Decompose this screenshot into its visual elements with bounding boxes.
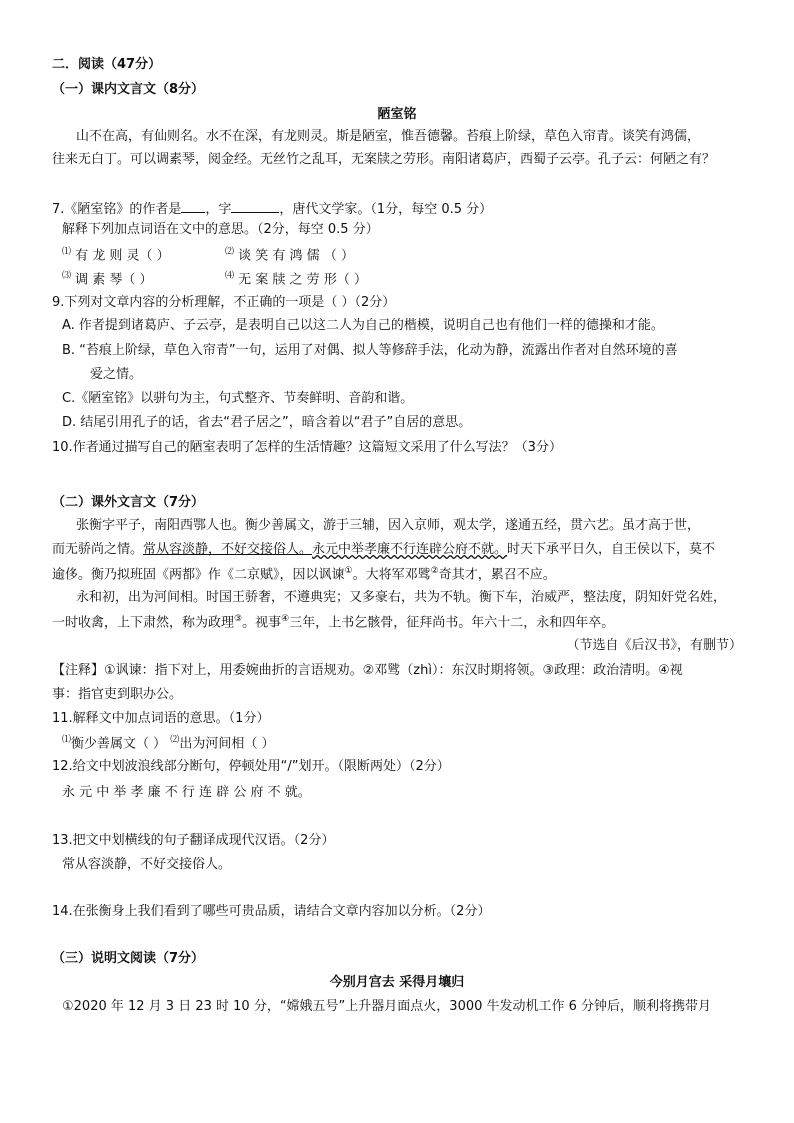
question-10: 10.作者通过描写自己的陋室表明了怎样的生活情趣？这篇短文采用了什么写法？（3分） [52, 440, 562, 455]
passage-line-5: 一时收禽，上下肃然，称为政理③。视事④三年，上书乞骸骨，征拜尚书。年六十二，永和四年卒。 [52, 614, 615, 631]
underlined-sentence: 常从容淡静，不好交接俗人。 [143, 542, 313, 557]
q13-sentence: 常从容淡静，不好交接俗人。 [62, 857, 232, 872]
question-9-stem: 9.下列对文章内容的分析理解，不正确的一项是（ ）（2分） [52, 295, 396, 310]
part1-heading: （一）课内文言文（8分） [52, 82, 205, 97]
article-title: 今别月宫去 采得月壤归 [329, 975, 465, 990]
question-8-stem: 解释下列加点词语在文中的意思。（2分，每空 0.5 分） [62, 222, 379, 237]
q9-option-b: B. “苔痕上阶绿，草色入帘青”一句，运用了对偶、拟人等修辞手法，化动为静，流露出作者对自然环境的喜 [62, 343, 678, 358]
passage-line-2: 而无骄尚之情。常从容淡静，不好交接俗人。永元中举孝廉不行连辟公府不就。时天下承平日久，自王侯以下，莫不 [52, 542, 716, 557]
q8-item-2: ⑵ 谈 笑 有 鸿 儒 （ ） [225, 247, 354, 264]
q8-item-3: ⑶ 调 素 琴（ ） [62, 271, 153, 288]
question-13-stem: 13.把文中划横线的句子翻译成现代汉语。（2分） [52, 833, 335, 848]
q12-sentence: 永 元 中 举 孝 廉 不 行 连 辟 公 府 不 就。 [62, 785, 311, 800]
section-heading: 二．阅读（47分） [52, 57, 162, 72]
notes-line-1: 【注释】①讽谏：指下对上，用委婉曲折的言语规劝。②邓骘（zhì）：东汉时期将领。③政理：政治清明。④视 [52, 663, 683, 678]
question-14: 14.在张衡身上我们看到了哪些可贵品质，请结合文章内容加以分析。（2分） [52, 904, 491, 919]
article-line-1: ①2020 年 12 月 3 日 23 时 10 分，“嫦娥五号”上升器月面点火，3000 牛发动机工作 6 分钟后，顺利将携带月 [62, 999, 712, 1014]
part2-heading: （二）课外文言文（7分） [52, 495, 205, 510]
q9-option-c: C.《陋室铭》以骈句为主，句式整齐、节奏鲜明、音韵和谐。 [62, 391, 414, 406]
question-11-stem: 11.解释文中加点词语的意思。（1分） [52, 711, 270, 726]
passage-line-4: 永和初，出为河间相。时国王骄奢，不遵典宪；又多豪右，共为不轨。衡下车，治威严，整法度，阴知奸党名姓， [76, 590, 727, 605]
q9-option-b-cont: 爱之情。 [90, 367, 143, 382]
q8-item-1: ⑴ 有 龙 则 灵（ ） [62, 247, 170, 264]
wavy-underlined-sentence: 永元中举孝廉不行连辟公府不就。 [312, 542, 508, 557]
passage-source: （节选自《后汉书》，有删节） [566, 638, 742, 653]
poem-text-line-2: 往来无白丁。可以调素琴，阅金经。无丝竹之乱耳，无案牍之劳形。南阳诸葛庐，西蜀子云亭。孔子云：何陋之有？ [52, 152, 716, 167]
q9-option-a: A. 作者提到诸葛庐、子云亭，是表明自己以这二人为自己的楷模，说明自己也有他们一样的德操和才能。 [62, 318, 664, 333]
passage-line-3: 逾侈。衡乃拟班固《两都》作《二京赋》，因以讽谏①。大将军邓骘②奇其才，累召不应。 [52, 566, 556, 583]
q9-option-d: D. 结尾引用孔子的话，省去“君子居之”，暗含着以“君子”自居的意思。 [62, 415, 472, 430]
passage-line-1: 张衡字平子，南阳西鄂人也。衡少善属文，游于三辅，因入京师，观太学，遂通五经，贯六艺。虽才高于世， [76, 518, 701, 533]
part3-heading: （三）说明文阅读（7分） [52, 951, 205, 966]
answer-blank[interactable] [231, 200, 279, 213]
question-7: 7.《陋室铭》的作者是 ，字 ，唐代文学家。（1分，每空 0.5 分） [52, 202, 493, 217]
poem-title: 陋室铭 [377, 107, 417, 122]
notes-line-2: 事：指官吏到职办公。 [52, 687, 183, 702]
poem-text-line-1: 山不在高，有仙则名。水不在深，有龙则灵。斯是陋室，惟吾德馨。苔痕上阶绿，草色入帘青。谈笑有鸿儒， [76, 129, 701, 144]
question-12-stem: 12.给文中划波浪线部分断句，停顿处用“/”划开。（限断两处）（2分） [52, 759, 450, 774]
answer-blank[interactable] [181, 200, 205, 213]
q8-item-4: ⑷ 无 案 牍 之 劳 形（ ） [225, 271, 367, 288]
q11-items: ⑴衡少善属文（ ） ⑵出为河间相（ ） [62, 735, 275, 752]
